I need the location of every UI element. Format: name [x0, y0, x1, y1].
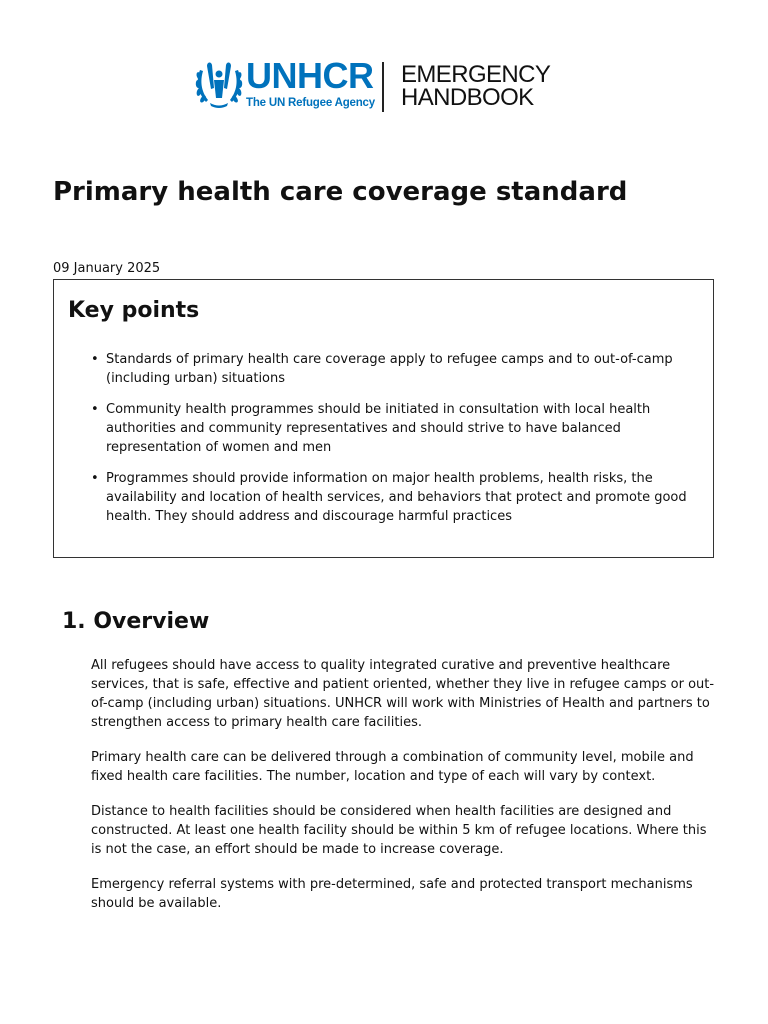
paragraph: Primary health care can be delivered through a combination of community level, mobile and fixed health care facilities. The number, location and type of each will vary by context. [91, 750, 694, 784]
page-title: Primary health care coverage standard [53, 177, 628, 207]
bullet-icon: • [91, 471, 99, 486]
overview-body [91, 656, 716, 929]
list-item-text: Community health programmes should be initiated in consultation with local health authorities and community representatives and should strive to have balanced representation of women and men [106, 402, 651, 455]
list-item [91, 350, 691, 388]
bullet-icon: • [91, 352, 99, 367]
paragraph: Emergency referral systems with pre-determined, safe and protected transport mechanisms should be available. [91, 877, 693, 911]
key-points-box [53, 279, 714, 558]
key-points-list [91, 350, 691, 538]
list-item [91, 469, 691, 526]
list-item-text: Programmes should provide information on major health problems, health risks, the availability and location of health services, and behaviors that protect and promote good health. They should address and discourage harmful practices [106, 471, 687, 524]
handbook-line-2: HANDBOOK [401, 84, 534, 111]
page-header [194, 55, 551, 114]
paragraph: Distance to health facilities should be considered when health facilities are designed and constructed. At least one health facility should be within 5 km of refugee locations. Where this is not the case, an effort should be made to increase coverage. [91, 804, 707, 857]
bullet-icon: • [91, 402, 99, 417]
list-item [91, 400, 691, 457]
paragraph: All refugees should have access to quality integrated curative and preventive healthcare services, that is safe, effective and patient oriented, whether they live in refugee camps or out-of-camp (including urban) situations. UNHCR will work with Ministries of Health and partners to strengthen access to primary health care facilities. [91, 658, 715, 730]
handbook-line-1: EMERGENCY [401, 61, 551, 88]
unhcr-emblem-icon [194, 58, 244, 110]
list-item-text: Standards of primary health care coverage apply to refugee camps and to out-of-camp (including urban) situations [106, 352, 673, 386]
brand-block [246, 55, 375, 110]
handbook-title [401, 63, 550, 109]
overview-heading: 1. Overview [62, 609, 210, 634]
key-points-heading: Key points [68, 298, 200, 323]
publish-date: 09 January 2025 [53, 261, 161, 276]
brand-subtitle: The UN Refugee Agency [246, 97, 375, 109]
header-divider [382, 62, 384, 112]
brand-name: UNHCR [246, 55, 374, 96]
